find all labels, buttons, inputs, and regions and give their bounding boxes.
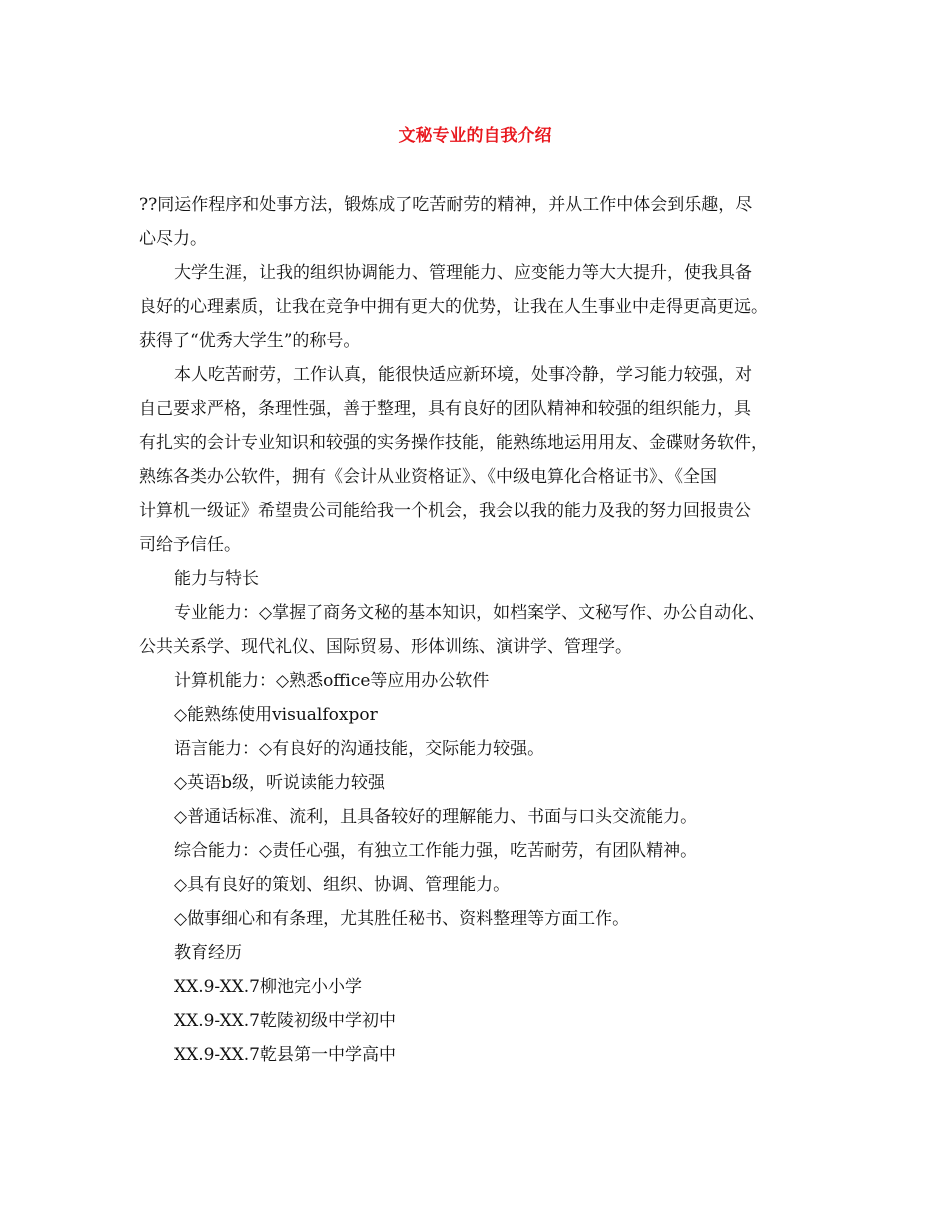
- text-line: 能力与特长: [174, 569, 259, 589]
- text-line: ◇普通话标准、流利，且具备较好的理解能力、书面与口头交流能力。: [174, 807, 698, 827]
- document-body: [139, 188, 819, 1072]
- text-line: 综合能力：◇责任心强，有独立工作能力强，吃苦耐劳，有团队精神。: [174, 841, 698, 861]
- text-line: 教育经历: [174, 943, 242, 963]
- text-line: 熟练各类办公软件，拥有《会计从业资格证》、《中级电算化合格证书》、《全国: [139, 467, 717, 487]
- text-line: 语言能力：◇有良好的沟通技能，交际能力较强。: [174, 739, 545, 759]
- text-line: 计算机一级证》希望贵公司能给我一个机会，我会以我的能力及我的努力回报贵公: [139, 501, 751, 521]
- document-title: 文秘专业的自我介绍: [398, 126, 552, 146]
- text-line: ◇具有良好的策划、组织、协调、管理能力。: [174, 875, 511, 895]
- text-line: 获得了“优秀大学生”的称号。: [139, 331, 361, 351]
- text-line: 良好的心理素质，让我在竞争中拥有更大的优势，让我在人生事业中走得更高更远。: [139, 297, 768, 317]
- text-line: ◇英语b级，听说读能力较强: [174, 773, 385, 793]
- text-line: XX.9-XX.7乾陵初级中学初中: [174, 1011, 396, 1031]
- text-line: 心尽力。: [139, 229, 207, 249]
- text-line: ◇能熟练使用visualfoxpor: [174, 705, 378, 725]
- text-line: 计算机能力：◇熟悉office等应用办公软件: [174, 671, 490, 691]
- text-line: 大学生涯，让我的组织协调能力、管理能力、应变能力等大大提升，使我具备: [174, 263, 752, 283]
- text-line: 自己要求严格，条理性强，善于整理，具有良好的团队精神和较强的组织能力，具: [139, 399, 751, 419]
- text-line: 专业能力：◇掌握了商务文秘的基本知识，如档案学、文秘写作、办公自动化、: [174, 603, 766, 623]
- text-line: XX.9-XX.7乾县第一中学高中: [174, 1045, 396, 1065]
- text-line: 本人吃苦耐劳，工作认真，能很快适应新环境，处事冷静，学习能力较强，对: [174, 365, 752, 385]
- text-line: 司给予信任。: [139, 535, 241, 555]
- text-line: XX.9-XX.7柳池完小小学: [174, 977, 362, 997]
- text-line: 公共关系学、现代礼仪、国际贸易、形体训练、演讲学、管理学。: [139, 637, 632, 657]
- text-line: 有扎实的会计专业知识和较强的实务操作技能，能熟练地运用用友、金碟财务软件，: [139, 433, 768, 453]
- text-line: ??同运作程序和处事方法，锻炼成了吃苦耐劳的精神，并从工作中体会到乐趣，尽: [139, 195, 753, 215]
- text-line: ◇做事细心和有条理，尤其胜任秘书、资料整理等方面工作。: [174, 909, 630, 929]
